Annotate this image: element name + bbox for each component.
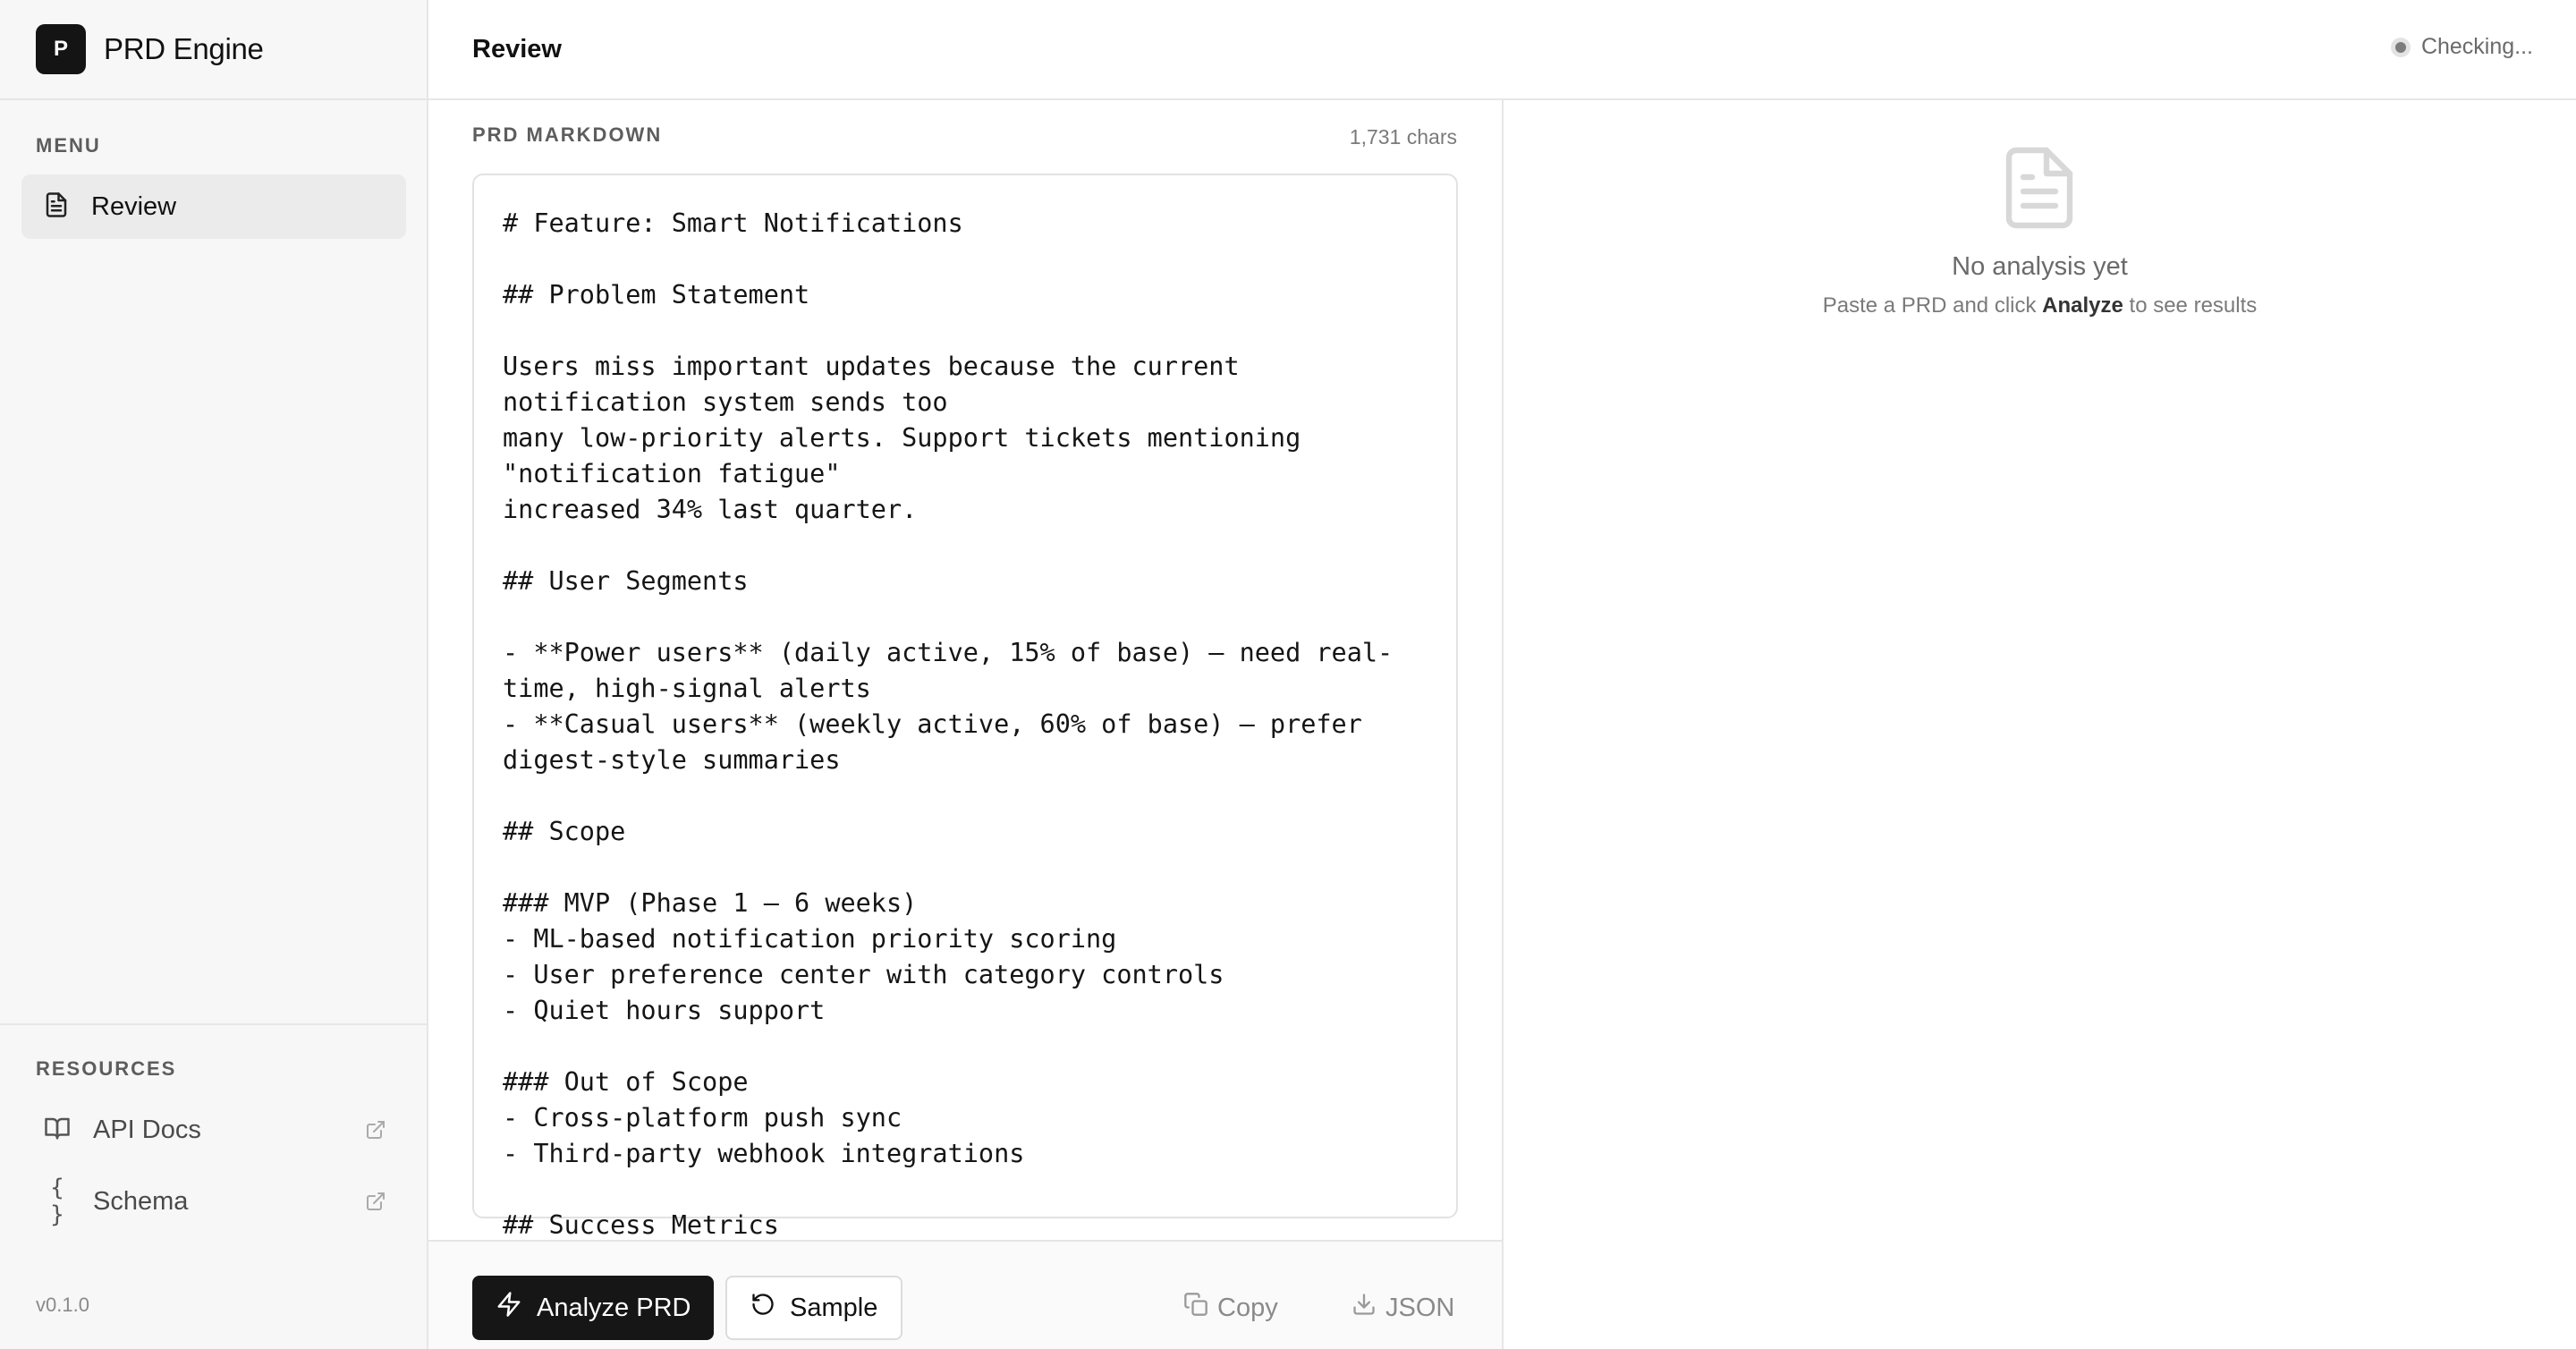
menu-section-label: MENU bbox=[36, 134, 101, 157]
status-dot-icon bbox=[2391, 38, 2411, 57]
sample-button[interactable] bbox=[725, 1276, 902, 1340]
editor-footer bbox=[428, 1240, 1502, 1349]
status-indicator bbox=[2391, 34, 2533, 60]
rotate-ccw-icon bbox=[750, 1292, 775, 1324]
brand-name: PRD Engine bbox=[104, 32, 264, 65]
sidebar-item-review[interactable] bbox=[21, 174, 406, 239]
sidebar-item-label: API Docs bbox=[93, 1115, 201, 1144]
analyze-prd-button[interactable] bbox=[472, 1276, 714, 1340]
version-label: v0.1.0 bbox=[36, 1294, 89, 1316]
editor-pane bbox=[428, 100, 1504, 1349]
prd-markdown-input[interactable] bbox=[472, 174, 1458, 1240]
braces-icon: { } bbox=[50, 1175, 64, 1228]
external-link-icon bbox=[365, 1119, 386, 1145]
editor-section-label: PRD MARKDOWN bbox=[472, 123, 663, 146]
sidebar bbox=[0, 0, 428, 1349]
sidebar-item-label: Schema bbox=[93, 1186, 189, 1216]
lightning-icon bbox=[496, 1291, 522, 1325]
sidebar-item-api-docs[interactable] bbox=[21, 1098, 406, 1162]
analyze-prd-label: Analyze PRD bbox=[537, 1293, 691, 1322]
prd-markdown-text[interactable]: # Feature: Smart Notifications ## Problem Statement Users miss important updates because the current notification system sends too many low-priority alerts. Support tickets mentioning "notification fatigue" increased 34% last quarter. ## User Segments - **Power users** (daily active, 15% of base) — need real-time, high-signal alerts - **Casual users** (weekly active, 60% of base) — prefer digest-style summaries ## Scope ### MVP (Phase 1 — 6 weeks) - ML-based notification priority scoring - User preference center with category controls - Quiet hours support ### Out of Scope - Cross-platform push sync - Third-party webhook integrations ## Success Metrics bbox=[503, 208, 1394, 1240]
book-icon bbox=[43, 1115, 72, 1146]
external-link-icon bbox=[365, 1191, 386, 1217]
sidebar-item-schema[interactable] bbox=[21, 1169, 406, 1234]
brand bbox=[0, 0, 427, 100]
brand-logo: P bbox=[36, 24, 86, 74]
document-icon bbox=[2004, 145, 2075, 235]
empty-sub-before: Paste a PRD and click bbox=[1822, 293, 2043, 318]
empty-state-subtitle bbox=[1504, 293, 2576, 318]
download-icon bbox=[1352, 1292, 1377, 1324]
document-icon bbox=[43, 191, 70, 224]
resources-section-label: RESOURCES bbox=[36, 1057, 177, 1080]
copy-icon bbox=[1183, 1292, 1208, 1324]
copy-button[interactable] bbox=[1160, 1276, 1301, 1340]
empty-sub-bold: Analyze bbox=[2042, 293, 2123, 318]
status-text: Checking... bbox=[2420, 34, 2533, 59]
empty-state-title: No analysis yet bbox=[1952, 252, 2128, 281]
empty-sub-after: to see results bbox=[2123, 293, 2258, 318]
download-json-button[interactable] bbox=[1328, 1276, 1478, 1340]
json-label: JSON bbox=[1385, 1293, 1455, 1322]
page-title: Review bbox=[472, 34, 562, 64]
copy-label: Copy bbox=[1217, 1293, 1278, 1322]
sidebar-item-label: Review bbox=[91, 191, 177, 221]
sample-label: Sample bbox=[790, 1293, 878, 1322]
results-pane bbox=[1504, 100, 2576, 1349]
char-count: 1,731 chars bbox=[1349, 125, 1457, 148]
page-header bbox=[428, 0, 2576, 100]
sidebar-divider bbox=[0, 1023, 428, 1025]
